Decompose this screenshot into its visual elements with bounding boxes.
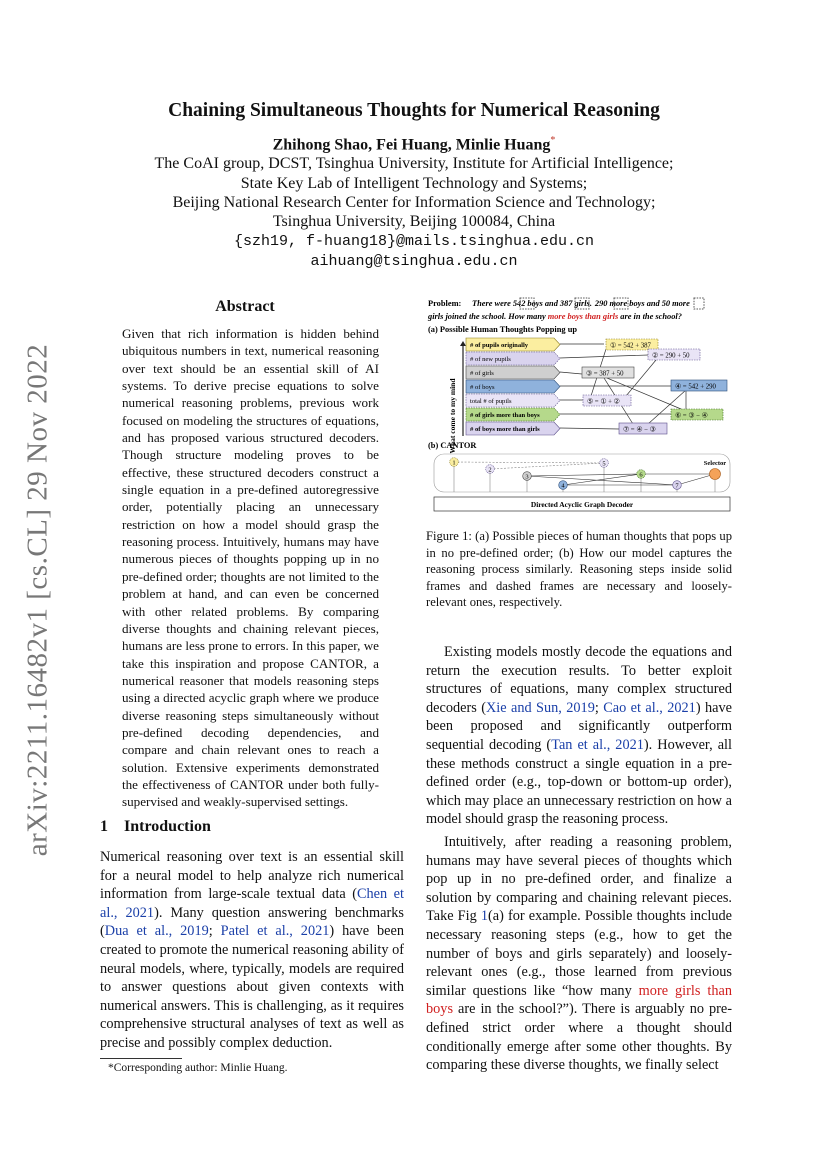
equation-text: ⑤ = ① + ②	[587, 398, 620, 406]
panel-a-label: (a) Possible Human Thoughts Popping up	[428, 325, 578, 334]
footnote: *Corresponding author: Minlie Huang.	[108, 1062, 288, 1074]
graph-node-label: 3	[525, 473, 529, 481]
decoder-label: Directed Acyclic Graph Decoder	[530, 500, 634, 509]
axis-arrow	[460, 341, 466, 346]
citation-link[interactable]: Cao et al., 2021	[603, 699, 696, 716]
citation-link[interactable]: Tan et al., 2021	[551, 736, 644, 753]
selector-node	[710, 469, 721, 480]
equation-text: ④ = 542 + 290	[675, 383, 716, 391]
body-paragraph: Intuitively, after reading a reasoning problem, humans may have several pieces of thoughts which pop up in no pre-defined order, and finalize a solution by comparing and chaining relevant pieces. Take Fig 1(a) for example. Possible thoughts include necessary reasoning steps (e.g., how to get the number of boys and girls separately) and loosely-relevant ones (e.g., those learned from previous similar questions like “how many more girls than boys are in the school?”). There is arguably no pre-defined strict order where a thought should conditionally emerge after some other thoughts. By comparing these diverse thoughts, we finally select	[426, 834, 732, 1074]
section-heading	[100, 818, 211, 836]
problem-text-1: There were 542 boys and 387 girls. 290 more boys and 50 more	[472, 299, 690, 308]
corresponding-mark: *	[550, 135, 556, 146]
graph-node-label: 5	[602, 460, 606, 468]
citation-link[interactable]: Chen et al., 2021	[100, 886, 404, 921]
equation-text: ① = 542 + 387	[610, 342, 651, 350]
intro-paragraph: Numerical reasoning over text is an essential skill for a neural model to help analyze rich numerical information from large-scale textual data (Chen et al., 2021). Many question answering benchmarks (Dua et al., 2019; Patel et al., 2021) have been created to promote the numerical reasoning ability of neural models, where, typically, models are required to answer questions about given contexts with numerical answers. This is challenging, as it requires comprehensive structural analyses of text as well as precise and possibly complex deduction.	[100, 849, 405, 1051]
author-names: Zhihong Shao, Fei Huang, Minlie Huang	[272, 136, 551, 154]
abstract-heading: Abstract	[215, 298, 275, 315]
thought-label: total # of pupils	[470, 398, 512, 405]
body-paragraph: Existing models mostly decode the equations and return the execution results. To better exploit structures of equations, many complex structured decoders (Xie and Sun, 2019; Cao et al., 2021) have been proposed and significantly outperform sequential decoding (Tan et al., 2021). However, all these methods construct a single equation in a pre-defined order (e.g., top-down or bottom-up order), which may place an unnecessary restriction on how a model should grasp the reasoning process.	[426, 644, 732, 828]
paper-title: Chaining Simultaneous Thoughts for Numerical Reasoning	[168, 100, 660, 121]
selector-label: Selector	[703, 460, 727, 467]
panel-b-label: (b) CANTOR	[428, 441, 477, 450]
problem-text-2: girls joined the school. How many more boys than girls are in the school?	[428, 312, 682, 321]
thought-label: # of girls	[470, 370, 494, 377]
graph-node-label: 7	[675, 482, 679, 490]
thought-label: # of new pupils	[470, 356, 511, 363]
thought-label: # of girls more than boys	[470, 412, 540, 419]
graph-node-label: 2	[488, 466, 492, 474]
section-title: Introduction	[124, 818, 211, 835]
affiliation-line: The CoAI group, DCST, Tsinghua University, Institute for Artificial Intelligence;	[154, 155, 674, 172]
problem-label: Problem:	[428, 299, 462, 308]
highlighted-phrase: more girls than boys	[426, 982, 732, 1018]
affiliation-line: Tsinghua University, Beijing 100084, China	[272, 213, 556, 230]
graph-node-label: 1	[452, 459, 456, 467]
abstract-body: Given that rich information is hidden behind ubiquitous numbers in text, numerical reasoning over text should be an essential skill of AI systems. To derive precise equations to solve numerical reasoning problems, previous work focused on modeling the structures of equations, and has proposed various structured decoders. Though structure modeling proves to be effective, these structured decoders construct a single equation in a pre-defined autoregressive order, potentially placing an unnecessary restriction on how a model should grasp the reasoning process. Intuitively, humans may have numerous pieces of thoughts popping up in no pre-defined order; thoughts are not limited to the problem at hand, and can even be concerned with other related problems. By comparing diverse thoughts and chaining relevant pieces, humans are less prone to errors. In this paper, we take this inspiration and propose CANTOR, a numerical reasoner that models reasoning steps using a directed acyclic graph where we produce diverse reasoning steps simultaneously without pre-defined decoding dependencies, and compare and chain relevant ones to reach a solution. Extensive experiments demonstrated the effectiveness of CANTOR under both fully-supervised and weakly-supervised settings.	[122, 326, 379, 810]
graph-frame	[434, 454, 730, 492]
graph-node-label: 4	[561, 482, 565, 490]
arxiv-identifier	[18, 330, 58, 870]
email-line: aihuang@tsinghua.edu.cn	[310, 253, 518, 270]
citation-link[interactable]: Patel et al., 2021	[220, 923, 330, 940]
figure-caption: Figure 1: (a) Possible pieces of human thoughts that pops up in no pre-defined order; (b) How our model captures the reasoning process similarly. Reasoning steps inside solid frames and dashed frames are necessary and loosely-relevant ones, respectively.	[426, 529, 732, 609]
equation-text: ② = 290 + 50	[652, 352, 690, 360]
arxiv-id-text: arXiv:2211.16482v1 [cs.CL] 29 Nov 2022	[21, 343, 54, 857]
equation-text: ③ = 387 + 50	[586, 370, 624, 378]
email-line: {szh19, f-huang18}@mails.tsinghua.edu.cn	[233, 233, 595, 250]
author-list	[0, 135, 828, 154]
figure-1	[426, 296, 732, 516]
affiliation-line: State Key Lab of Intelligent Technology and Systems;	[240, 175, 588, 192]
equation-text: ⑦ = ④ − ③	[623, 426, 656, 434]
equation-text: ⑥ = ③ − ④	[675, 412, 708, 420]
footnote-rule	[100, 1058, 182, 1059]
affiliation-line: Beijing National Research Center for Information Science and Technology;	[172, 194, 656, 211]
thought-label: # of pupils originally	[470, 342, 529, 349]
citation-link[interactable]: Dua et al., 2019	[104, 923, 209, 940]
axis-label: What come to my mind	[448, 378, 457, 454]
figure-reference-link[interactable]: 1	[480, 908, 488, 925]
citation-link[interactable]: Xie and Sun, 2019	[485, 699, 595, 716]
thought-label: # of boys	[470, 384, 495, 391]
figure-1-graphic	[426, 296, 732, 516]
graph-node-label: 6	[639, 471, 643, 479]
thought-label: # of boys more than girls	[470, 426, 540, 433]
section-number: 1	[100, 818, 108, 835]
